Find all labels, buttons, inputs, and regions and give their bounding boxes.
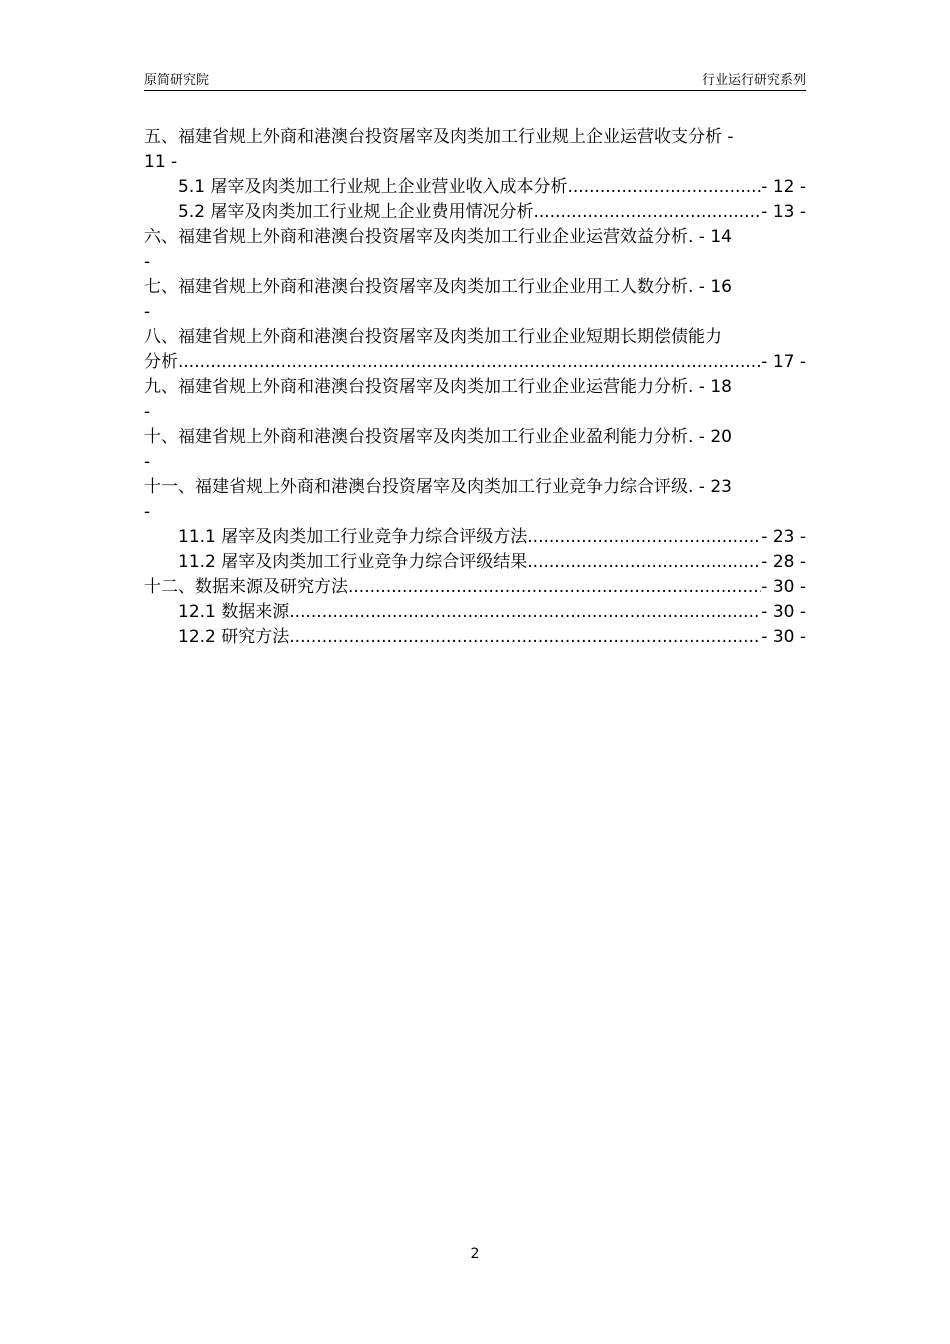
toc-entry-page: -	[144, 502, 151, 522]
toc-leader-dots	[289, 625, 761, 650]
toc-entry[interactable]	[144, 425, 806, 475]
toc-leader-dots	[527, 525, 761, 550]
toc-entry-page: - 30 -	[761, 627, 806, 647]
toc-entry-title: 11.1 屠宰及肉类加工行业竞争力综合评级方法	[178, 527, 528, 547]
toc-entry-title: 5.2 屠宰及肉类加工行业规上企业费用情况分析	[178, 202, 534, 222]
toc-entry-title: 12.2 研究方法	[178, 627, 290, 647]
toc-entry-title: 十一、福建省规上外商和港澳台投资屠宰及肉类加工行业竞争力综合评级. - 23	[144, 477, 732, 497]
toc-entry-page: - 23 -	[761, 527, 806, 547]
toc-entry-page: -	[144, 452, 151, 472]
toc-entry-page: - 30 -	[761, 577, 806, 597]
page-number: 2	[470, 1246, 480, 1262]
toc-entry-title: 九、福建省规上外商和港澳台投资屠宰及肉类加工行业企业运营能力分析. - 18	[144, 377, 732, 397]
toc-entry[interactable]	[144, 325, 806, 375]
toc-entry[interactable]	[144, 575, 806, 600]
toc-entry[interactable]	[144, 475, 806, 525]
toc-entry[interactable]	[144, 200, 806, 225]
toc-entry-page: - 28 -	[761, 552, 806, 572]
toc-leader-dots	[533, 200, 761, 225]
toc-entry-page: -	[144, 402, 151, 422]
header-series-name: 行业运行研究系列	[701, 73, 806, 88]
toc-leader-dots	[527, 550, 761, 575]
toc-entry-title: 十、福建省规上外商和港澳台投资屠宰及肉类加工行业企业盈利能力分析. - 20	[144, 427, 732, 447]
toc-entry[interactable]	[144, 175, 806, 200]
toc-leader-dots	[348, 575, 761, 600]
toc-leader-dots	[289, 600, 761, 625]
toc-entry-title: 11.2 屠宰及肉类加工行业竞争力综合评级结果	[178, 552, 528, 572]
toc-entry-title: 八、福建省规上外商和港澳台投资屠宰及肉类加工行业企业短期长期偿债能力	[144, 327, 722, 347]
toc-entry-title: 12.1 数据来源	[178, 602, 290, 622]
toc-entry-title: 5.1 屠宰及肉类加工行业规上企业营业收入成本分析	[178, 177, 568, 197]
toc-entry-page: -	[144, 302, 151, 322]
toc-entry-page: -	[144, 252, 151, 272]
toc-entry-title: 六、福建省规上外商和港澳台投资屠宰及肉类加工行业企业运营效益分析. - 14	[144, 227, 732, 247]
toc-entry-page: - 17 -	[761, 352, 806, 372]
toc-entry-title: 十二、数据来源及研究方法	[144, 577, 348, 597]
toc-entry-page: - 13 -	[761, 202, 806, 222]
toc-entry[interactable]	[144, 225, 806, 275]
toc-leader-dots	[178, 350, 761, 375]
table-of-contents	[144, 125, 806, 650]
toc-entry[interactable]	[144, 600, 806, 625]
toc-entry[interactable]	[144, 275, 806, 325]
toc-entry[interactable]	[144, 125, 806, 175]
toc-entry-title: 七、福建省规上外商和港澳台投资屠宰及肉类加工行业企业用工人数分析. - 16	[144, 277, 732, 297]
toc-entry-page: - 30 -	[761, 602, 806, 622]
page-header	[144, 68, 806, 91]
toc-entry-title: 五、福建省规上外商和港澳台投资屠宰及肉类加工行业规上企业运营收支分析 -	[144, 127, 734, 147]
toc-entry[interactable]	[144, 550, 806, 575]
toc-entry[interactable]	[144, 375, 806, 425]
toc-entry[interactable]	[144, 525, 806, 550]
toc-entry-page: 11 -	[144, 152, 178, 172]
toc-entry-title-cont: 分析	[144, 352, 178, 372]
toc-entry[interactable]	[144, 625, 806, 650]
header-org-name: 原简研究院	[144, 73, 210, 88]
toc-entry-page: - 12 -	[761, 177, 806, 197]
toc-leader-dots	[567, 175, 761, 200]
